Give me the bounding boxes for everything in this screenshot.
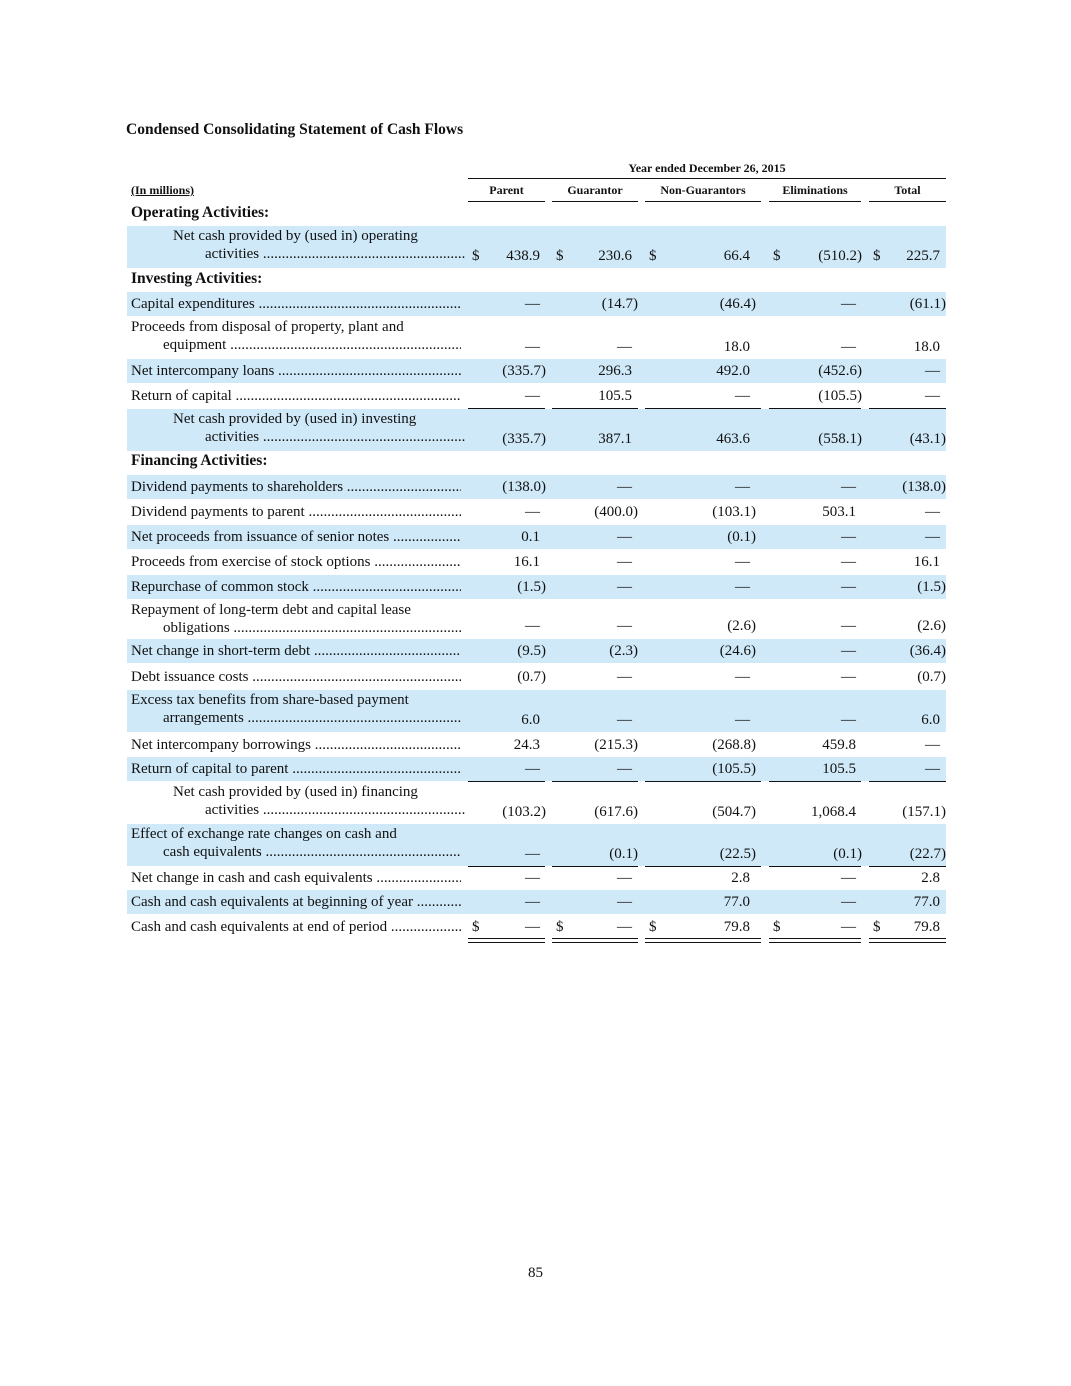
row-label-line2: activities .....: [173, 245, 465, 263]
subtotal-rule: [645, 866, 761, 867]
currency-symbol: $: [649, 248, 657, 264]
cell-total: —: [925, 363, 940, 379]
row-label-line2: equipment .....: [131, 336, 461, 354]
cell-eliminations: —: [841, 712, 856, 728]
row-label: [131, 918, 461, 936]
page-number: 85: [528, 1265, 543, 1281]
cell-non-guarantors: (504.7): [712, 804, 756, 820]
cell-eliminations: —: [841, 529, 856, 545]
section-investing: Investing Activities:: [131, 270, 263, 287]
cell-guarantor: 296.3: [598, 363, 632, 379]
cell-total: (61.1): [909, 296, 946, 312]
cell-eliminations: —: [841, 296, 856, 312]
row-label-line1: Dividend payments to parent .....: [131, 503, 461, 521]
row-label-line1: Effect of exchange rate changes on cash and: [131, 826, 397, 842]
cell-parent: —: [525, 618, 540, 634]
row-label-line1: Return of capital to parent .....: [131, 760, 461, 778]
cell-guarantor: (617.6): [594, 804, 638, 820]
cell-non-guarantors: 492.0: [716, 363, 750, 379]
col-header-guarantor: Guarantor: [552, 180, 638, 202]
cell-eliminations: —: [841, 894, 856, 910]
cell-guarantor: (2.3): [609, 643, 638, 659]
col-header-total: Total: [869, 180, 946, 202]
currency-symbol: $: [649, 919, 657, 935]
cell-parent: —: [525, 919, 540, 935]
cell-parent: (0.7): [517, 669, 546, 685]
row-label-line1: Net intercompany borrowings .....: [131, 736, 461, 754]
subtotal-rule: [869, 866, 946, 867]
cell-eliminations: (510.2): [818, 248, 862, 264]
section-financing: Financing Activities:: [131, 452, 268, 469]
currency-symbol: $: [556, 919, 564, 935]
cell-eliminations: —: [841, 339, 856, 355]
cell-parent: (9.5): [517, 643, 546, 659]
row-label-line1: Repayment of long-term debt and capital lease: [131, 602, 411, 618]
cell-total: —: [925, 504, 940, 520]
cell-guarantor: —: [617, 479, 632, 495]
row-label: [131, 783, 465, 819]
row-label: [131, 503, 461, 521]
subtotal-rule: [552, 781, 638, 782]
cell-parent: —: [525, 504, 540, 520]
cell-non-guarantors: 66.4: [723, 248, 750, 264]
row-label-line1: Dividend payments to shareholders .....: [131, 478, 461, 496]
cell-guarantor: 105.5: [598, 388, 632, 404]
row-label-line1: Net intercompany loans .....: [131, 362, 461, 380]
period-header: Year ended December 26, 2015: [468, 159, 946, 179]
subtotal-rule: [645, 408, 761, 409]
cell-guarantor: —: [617, 919, 632, 935]
cell-total: (1.5): [917, 579, 946, 595]
cell-guarantor: —: [617, 618, 632, 634]
row-label-line1: Capital expenditures .....: [131, 295, 461, 313]
cell-guarantor: —: [617, 339, 632, 355]
currency-symbol: $: [873, 248, 881, 264]
row-label-line1: Excess tax benefits from share-based payment: [131, 692, 409, 708]
cell-guarantor: 230.6: [598, 248, 632, 264]
cell-total: (157.1): [902, 804, 946, 820]
cell-non-guarantors: 463.6: [716, 431, 750, 447]
cell-guarantor: —: [617, 554, 632, 570]
cell-eliminations: —: [841, 579, 856, 595]
subtotal-rule: [869, 781, 946, 782]
cell-total: (2.6): [917, 618, 946, 634]
cell-parent: —: [525, 388, 540, 404]
cell-total: (0.7): [917, 669, 946, 685]
currency-symbol: $: [472, 919, 480, 935]
cell-eliminations: 503.1: [822, 504, 856, 520]
row-label: [131, 553, 461, 571]
cell-parent: 0.1: [521, 529, 540, 545]
row-label-line2: arrangements .....: [131, 709, 461, 727]
cell-parent: —: [525, 846, 540, 862]
row-label-line1: Cash and cash equivalents at end of period .....: [131, 918, 461, 936]
subtotal-rule: [869, 408, 946, 409]
total-double-rule: [468, 938, 545, 943]
row-label-line1: Net cash provided by (used in) financing: [173, 784, 418, 800]
cell-total: 2.8: [921, 870, 940, 886]
cell-parent: (335.7): [502, 363, 546, 379]
cell-non-guarantors: (46.4): [719, 296, 756, 312]
cell-eliminations: (105.5): [818, 388, 862, 404]
cell-eliminations: —: [841, 554, 856, 570]
cell-total: 6.0: [921, 712, 940, 728]
cell-non-guarantors: (105.5): [712, 761, 756, 777]
cell-eliminations: 1,068.4: [811, 804, 856, 820]
cell-total: (138.0): [902, 479, 946, 495]
row-label: [131, 760, 461, 778]
cell-guarantor: —: [617, 669, 632, 685]
row-label-line1: Net proceeds from issuance of senior notes .....: [131, 528, 461, 546]
row-label: [131, 736, 461, 754]
cell-eliminations: —: [841, 618, 856, 634]
cell-parent: (138.0): [502, 479, 546, 495]
currency-symbol: $: [773, 919, 781, 935]
row-label: [131, 295, 461, 313]
cell-non-guarantors: (2.6): [727, 618, 756, 634]
cell-total: (36.4): [909, 643, 946, 659]
cell-non-guarantors: 79.8: [723, 919, 750, 935]
row-label-line1: Repurchase of common stock .....: [131, 578, 461, 596]
subtotal-rule: [769, 781, 861, 782]
cell-parent: (335.7): [502, 431, 546, 447]
row-label: [131, 668, 461, 686]
cell-parent: 6.0: [521, 712, 540, 728]
cell-non-guarantors: (103.1): [712, 504, 756, 520]
cell-eliminations: —: [841, 870, 856, 886]
row-label-line1: Net change in cash and cash equivalents .....: [131, 869, 461, 887]
cell-guarantor: —: [617, 712, 632, 728]
cell-non-guarantors: —: [735, 479, 750, 495]
cell-guarantor: 387.1: [598, 431, 632, 447]
currency-symbol: $: [556, 248, 564, 264]
cell-guarantor: —: [617, 761, 632, 777]
cell-total: (43.1): [909, 431, 946, 447]
row-label-line2: activities .....: [173, 428, 465, 446]
cell-non-guarantors: —: [735, 388, 750, 404]
row-label: [131, 387, 461, 405]
cell-non-guarantors: —: [735, 669, 750, 685]
cell-non-guarantors: 77.0: [723, 894, 750, 910]
row-label: [131, 318, 461, 354]
subtotal-rule: [468, 408, 545, 409]
subtotal-rule: [468, 866, 545, 867]
total-double-rule: [769, 938, 861, 943]
cell-parent: 438.9: [506, 248, 540, 264]
cell-guarantor: (14.7): [601, 296, 638, 312]
cell-non-guarantors: (22.5): [719, 846, 756, 862]
row-label: [131, 227, 465, 263]
row-label-line1: Net cash provided by (used in) investing: [173, 411, 417, 427]
cell-guarantor: (215.3): [594, 737, 638, 753]
row-label-line1: Return of capital .....: [131, 387, 461, 405]
cell-total: —: [925, 388, 940, 404]
cell-non-guarantors: (0.1): [727, 529, 756, 545]
cell-total: 225.7: [906, 248, 940, 264]
row-label: [131, 578, 461, 596]
cell-guarantor: (0.1): [609, 846, 638, 862]
row-label: [131, 528, 461, 546]
cell-eliminations: (452.6): [818, 363, 862, 379]
cell-non-guarantors: 2.8: [731, 870, 750, 886]
cell-total: —: [925, 529, 940, 545]
cell-total: 18.0: [913, 339, 940, 355]
cell-parent: —: [525, 339, 540, 355]
subtotal-rule: [645, 781, 761, 782]
cell-parent: 24.3: [513, 737, 540, 753]
subtotal-rule: [468, 781, 545, 782]
row-label: [131, 601, 461, 637]
cell-eliminations: (0.1): [833, 846, 862, 862]
cell-eliminations: (558.1): [818, 431, 862, 447]
cell-non-guarantors: (24.6): [719, 643, 756, 659]
row-label-line1: Cash and cash equivalents at beginning of year .....: [131, 893, 461, 911]
row-label: [131, 869, 461, 887]
col-header-parent: Parent: [468, 180, 545, 202]
cell-guarantor: (400.0): [594, 504, 638, 520]
cell-parent: —: [525, 761, 540, 777]
cell-parent: (1.5): [517, 579, 546, 595]
total-double-rule: [869, 938, 946, 943]
col-header-non-guarantors: Non-Guarantors: [645, 180, 761, 202]
row-label-line1: Net cash provided by (used in) operating: [173, 228, 418, 244]
cell-eliminations: —: [841, 669, 856, 685]
cell-total: (22.7): [909, 846, 946, 862]
cell-guarantor: —: [617, 894, 632, 910]
units-label: (In millions): [131, 183, 195, 197]
cell-parent: —: [525, 894, 540, 910]
row-label-line2: cash equivalents .....: [131, 843, 461, 861]
statement-title: Condensed Consolidating Statement of Cash Flows: [126, 121, 464, 138]
cell-guarantor: —: [617, 870, 632, 886]
cell-eliminations: —: [841, 479, 856, 495]
cell-parent: —: [525, 296, 540, 312]
cell-non-guarantors: (268.8): [712, 737, 756, 753]
row-label: [131, 642, 461, 660]
row-label-line1: Proceeds from disposal of property, plant and: [131, 319, 404, 335]
subtotal-rule: [552, 866, 638, 867]
subtotal-rule: [769, 408, 861, 409]
section-operating: Operating Activities:: [131, 204, 270, 221]
row-label-line1: Debt issuance costs .....: [131, 668, 461, 686]
cell-total: 16.1: [913, 554, 940, 570]
row-label: [131, 362, 461, 380]
total-double-rule: [552, 938, 638, 943]
row-label-line2: activities .....: [173, 801, 465, 819]
cell-guarantor: —: [617, 579, 632, 595]
cell-non-guarantors: —: [735, 579, 750, 595]
cell-parent: —: [525, 870, 540, 886]
cell-total: 79.8: [913, 919, 940, 935]
cell-non-guarantors: —: [735, 712, 750, 728]
cell-guarantor: —: [617, 529, 632, 545]
cell-parent: 16.1: [513, 554, 540, 570]
col-header-eliminations: Eliminations: [769, 180, 861, 202]
row-label-line2: obligations .....: [131, 619, 461, 637]
cell-non-guarantors: 18.0: [723, 339, 750, 355]
row-label: [131, 691, 461, 727]
cell-total: 77.0: [913, 894, 940, 910]
row-label: [131, 410, 465, 446]
cell-parent: (103.2): [502, 804, 546, 820]
total-double-rule: [645, 938, 761, 943]
cell-eliminations: 105.5: [822, 761, 856, 777]
currency-symbol: $: [773, 248, 781, 264]
cell-eliminations: —: [841, 919, 856, 935]
row-label: [131, 893, 461, 911]
cell-eliminations: 459.8: [822, 737, 856, 753]
cell-total: —: [925, 737, 940, 753]
currency-symbol: $: [472, 248, 480, 264]
subtotal-rule: [769, 866, 861, 867]
row-label-line1: Proceeds from exercise of stock options .....: [131, 553, 461, 571]
row-label: [131, 478, 461, 496]
cell-non-guarantors: —: [735, 554, 750, 570]
cell-eliminations: —: [841, 643, 856, 659]
row-label: [131, 825, 461, 861]
row-label-line1: Net change in short-term debt .....: [131, 642, 461, 660]
subtotal-rule: [552, 408, 638, 409]
cell-total: —: [925, 761, 940, 777]
currency-symbol: $: [873, 919, 881, 935]
